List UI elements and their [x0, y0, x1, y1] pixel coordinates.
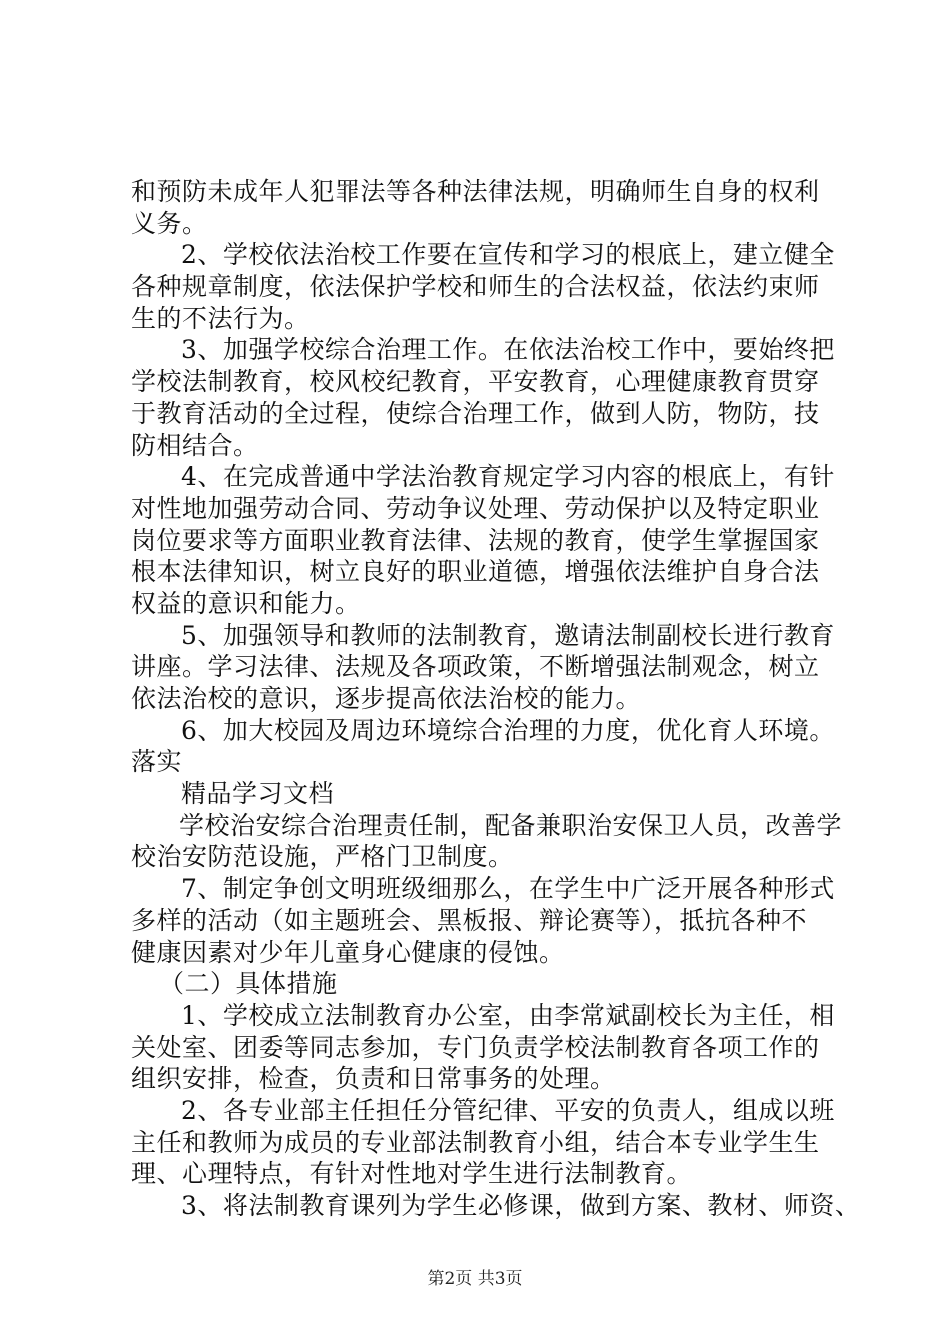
paragraph-2-start: 2、学校依法治校工作要在宣传和学习的根底上，建立健全: [181, 240, 835, 270]
text-line: 校治安防范设施，严格门卫制度。: [131, 842, 514, 872]
section-heading: （二）具体措施: [159, 969, 338, 999]
paragraph-4-start: 4、在完成普通中学法治教育规定学习内容的根底上，有针: [181, 462, 835, 492]
text-line: 岗位要求等方面职业教育法律、法规的教育，使学生掌握国家: [131, 525, 820, 555]
text-line: 讲座。学习法律、法规及各项政策，不断增强法制观念，树立: [131, 652, 820, 682]
text-line: 学校治安综合治理责任制，配备兼职治安保卫人员，改善学: [179, 810, 843, 840]
text-line: 对性地加强劳动合同、劳动争议处理、劳动保护以及特定职业: [131, 493, 820, 523]
text-line: 于教育活动的全过程，使综合治理工作，做到人防，物防，技: [131, 398, 820, 428]
paragraph-3-start: 3、加强学校综合治理工作。在依法治校工作中，要始终把: [181, 335, 835, 365]
text-line: 各种规章制度，依法保护学校和师生的合法权益，依法约束师: [131, 272, 820, 302]
paragraph-7-start: 7、制定争创文明班级细那么，在学生中广泛开展各种形式: [181, 874, 835, 904]
text-line: 根本法律知识，树立良好的职业道德，增强依法维护自身合法: [131, 557, 820, 587]
text-line: 主任和教师为成员的专业部法制教育小组，结合本专业学生生: [131, 1127, 820, 1157]
text-line: 权益的意识和能力。: [131, 588, 361, 618]
text-line: 依法治校的意识，逐步提高依法治校的能力。: [131, 684, 642, 713]
text-line: 落实: [131, 747, 183, 777]
measure-2-start: 2、各专业部主任担任分管纪律、平安的负责人，组成以班: [181, 1095, 835, 1125]
paragraph-6-start: 6、加大校园及周边环境综合治理的力度，优化育人环境。: [181, 715, 835, 745]
text-line: 理、心理特点，有针对性地对学生进行法制教育。: [131, 1159, 693, 1189]
page-number-footer: 第2页 共3页: [427, 1269, 523, 1289]
text-line: 关处室、团委等同志参加，专门负责学校法制教育各项工作的: [131, 1032, 820, 1062]
text-line: 健康因素对少年儿童身心健康的侵蚀。: [131, 937, 565, 967]
text-line: 学校法制教育，校风校纪教育，平安教育，心理健康教育贯穿: [131, 367, 820, 397]
watermark-text: 精品学习文档: [181, 779, 335, 809]
paragraph-5-start: 5、加强领导和教师的法制教育，邀请法制副校长进行教育: [181, 620, 835, 650]
measure-1-start: 1、学校成立法制教育办公室，由李常斌副校长为主任，相: [181, 1000, 835, 1030]
text-line: 义务。: [131, 208, 208, 238]
text-line: 防相结合。: [131, 430, 259, 460]
text-line: 和预防未成年人犯罪法等各种法律法规，明确师生自身的权利: [131, 177, 820, 206]
measure-3-start: 3、将法制教育课列为学生必修课，做到方案、教材、师资、: [181, 1191, 861, 1220]
text-line: 多样的活动（如主题班会、黑板报、辩论赛等），抵抗各种不: [131, 905, 808, 935]
text-line: 生的不法行为。: [131, 303, 310, 333]
text-line: 组织安排，检查，负责和日常事务的处理。: [131, 1064, 616, 1094]
document-body: [131, 176, 861, 1222]
